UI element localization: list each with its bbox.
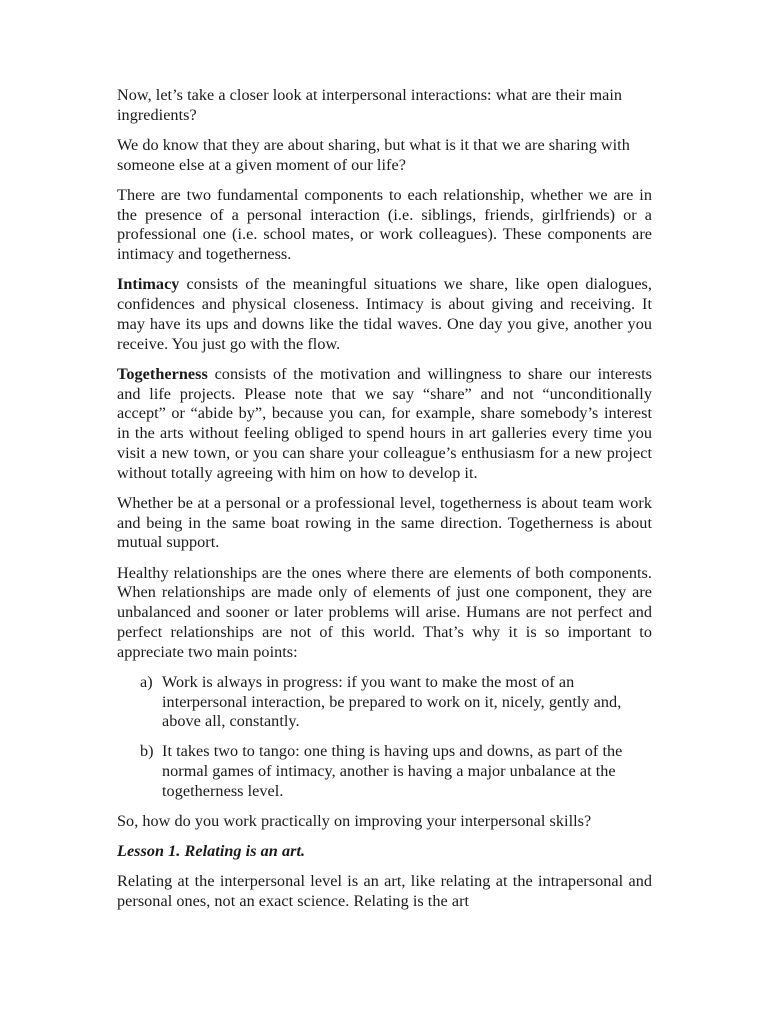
sharing-paragraph: We do know that they are about sharing, but what is it that we are sharing with someone else at a given moment of our life? [117,135,630,174]
list-item-text: It takes two to tango: one thing is having ups and downs, as part of the normal games of intimacy, another is having a major unbalance at the togetherness level. [162,742,623,801]
togetherness-term: Togetherness [117,364,208,383]
mutual-support-paragraph: Whether be at a personal or a professional level, togetherness is about team work and being in the same boat rowing in the same direction. Togetherness is about mutual support. [117,493,652,552]
togetherness-text: consists of the motivation and willingness to share our interests and life projects. Please note that we say “share” and not “unconditionally accept” or “abide by”, because you can, for example, share somebody’s interest in the arts without feeling obliged to spend hours in art galleries every time you visit a new town, or you can share your colleague’s enthusiasm for a new project without totally agreeing with him on how to develop it. [117,364,652,482]
main-points-list [117,673,652,802]
practical-question-paragraph: So, how do you work practically on improving your interpersonal skills? [117,812,592,831]
list-marker: a) [140,672,153,691]
intimacy-paragraph [117,275,652,354]
togetherness-paragraph [117,365,652,484]
healthy-relationships-paragraph: Healthy relationships are the ones where there are elements of both components. When relationships are made only of elements of just one component, they are unbalanced and sooner or later problems will arise. Humans are not perfect and perfect relationships are not of this world. That’s why it is so important to appreciate two main points: [117,563,652,661]
components-paragraph: There are two fundamental components to each relationship, whether we are in the presence of a personal interaction (i.e. siblings, friends, girlfriends) or a professional one (i.e. school mates, or work colleagues). These components are intimacy and togetherness. [117,185,652,264]
intimacy-text: consists of the meaningful situations we share, like open dialogues, confidences and physical closeness. Intimacy is about giving and receiving. It may have its ups and downs like the tidal waves. One day you give, another you receive. You just go with the flow. [117,275,652,353]
document-body [117,86,652,922]
list-item [117,673,652,732]
relating-art-paragraph: Relating at the interpersonal level is an art, like relating at the intrapersonal and personal ones, not an exact science. Relating is the art [117,872,652,911]
list-item [117,742,652,801]
list-marker: b) [140,742,154,761]
list-item-text: Work is always in progress: if you want to make the most of an interpersonal interaction, be prepared to work on it, nicely, gently and, above all, constantly. [162,672,622,731]
intro-paragraph: Now, let’s take a closer look at interpersonal interactions: what are their main ingredients? [117,86,623,124]
intimacy-term: Intimacy [117,275,180,294]
lesson-heading: Lesson 1. Relating is an art. [117,842,306,861]
